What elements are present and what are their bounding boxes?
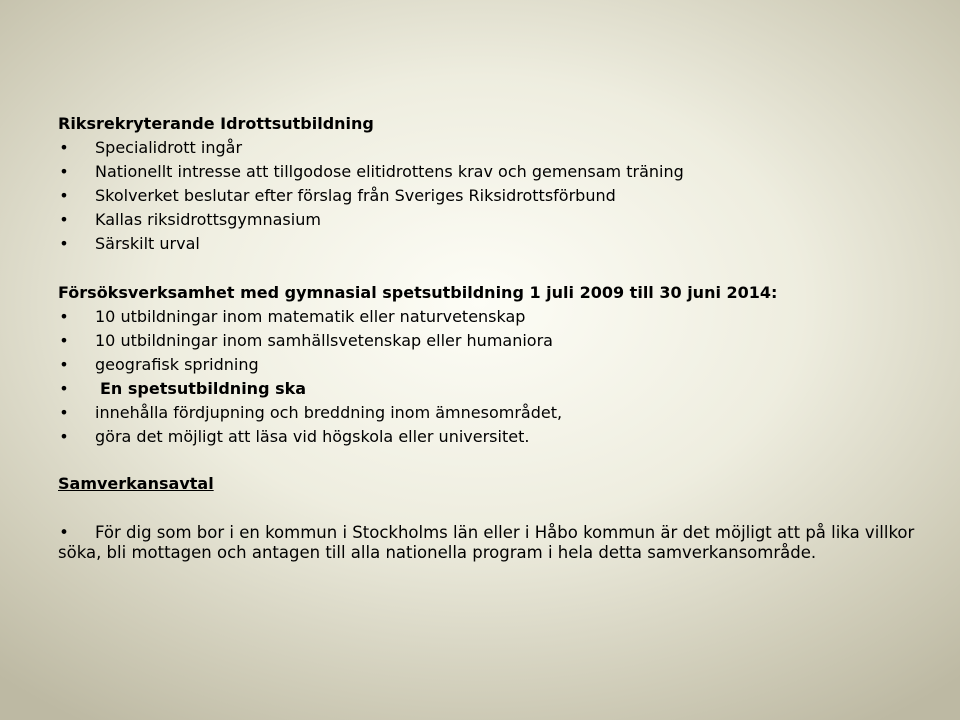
bullet-icon: • <box>59 138 69 157</box>
bullet-icon: • <box>59 210 69 229</box>
list-item: • Skolverket beslutar efter förslag från Sveriges Riksidrottsförbund <box>58 184 938 208</box>
list-item: • innehålla fördjupning och breddning inom ämnesområdet, <box>58 401 938 425</box>
bullet-icon: • <box>59 162 69 181</box>
section-heading: Samverkansavtal <box>58 474 214 493</box>
list-item: • göra det möjligt att läsa vid högskola eller universitet. <box>58 425 938 449</box>
section-spetsutbildning <box>58 281 938 449</box>
list-item: • geografisk spridning <box>58 353 938 377</box>
list-item: • Nationellt intresse att tillgodose elitidrottens krav och gemensam träning <box>58 160 938 184</box>
list-item: • 10 utbildningar inom samhällsvetenskap eller humaniora <box>58 329 938 353</box>
list-item: • 10 utbildningar inom matematik eller naturvetenskap <box>58 305 938 329</box>
bullet-icon: • <box>59 523 69 542</box>
bullet-list <box>58 523 938 563</box>
section-samverkansavtal <box>58 472 938 563</box>
bullet-list <box>58 305 938 449</box>
list-item: • En spetsutbildning ska <box>58 377 938 401</box>
list-item: • Särskilt urval <box>58 232 938 256</box>
section-heading: Riksrekryterande Idrottsutbildning <box>58 114 374 133</box>
bullet-icon: • <box>59 355 69 374</box>
list-item: • För dig som bor i en kommun i Stockholms län eller i Håbo kommun är det möjligt att på lika villkor söka, bli mottagen och antagen till alla nationella program i hela detta samverkansområde. <box>58 523 915 562</box>
bullet-icon: • <box>59 186 69 205</box>
section-heading: Försöksverksamhet med gymnasial spetsutbildning 1 juli 2009 till 30 juni 2014: <box>58 283 778 302</box>
section-riksrekryterande <box>58 112 938 256</box>
list-item: • Specialidrott ingår <box>58 136 938 160</box>
bullet-icon: • <box>59 379 69 398</box>
list-item: • Kallas riksidrottsgymnasium <box>58 208 938 232</box>
bullet-icon: • <box>59 307 69 326</box>
bullet-list <box>58 136 938 256</box>
bullet-icon: • <box>59 427 69 446</box>
bullet-icon: • <box>59 331 69 350</box>
bullet-icon: • <box>59 234 69 253</box>
bullet-icon: • <box>59 403 69 422</box>
